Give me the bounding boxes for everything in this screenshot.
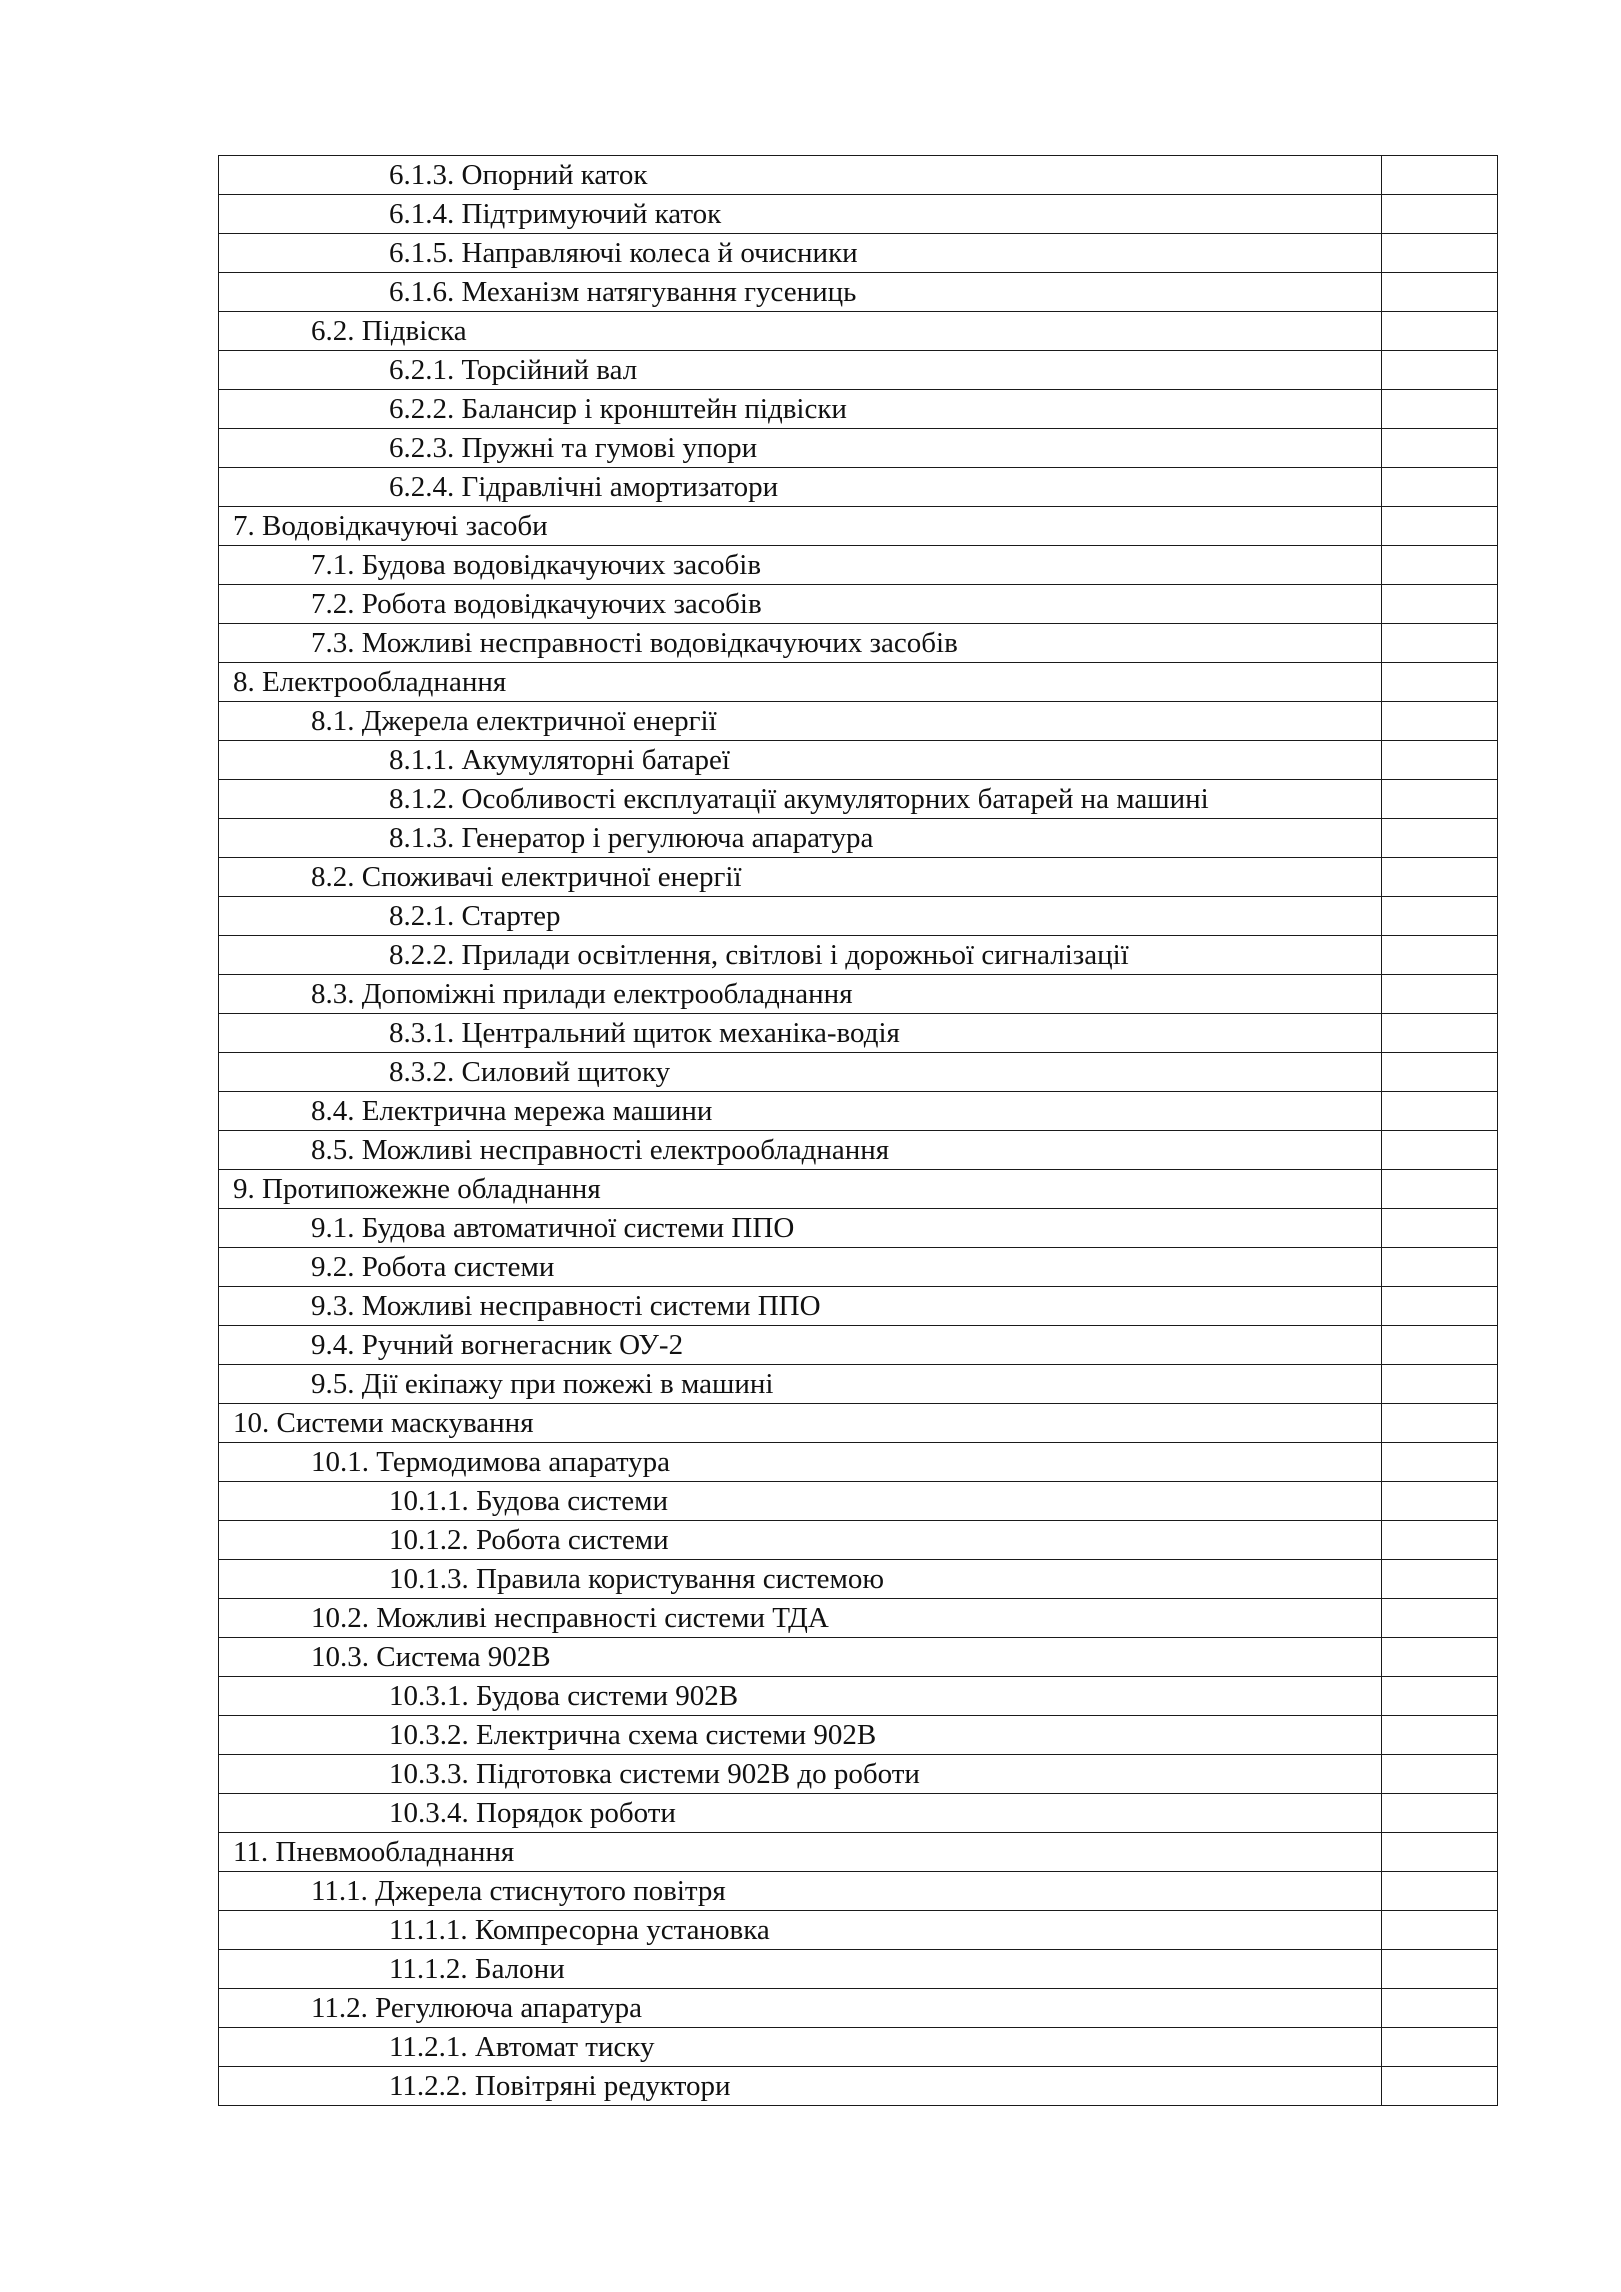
toc-entry-title: 9.5. Дії екіпажу при пожежі в машині xyxy=(219,1365,1382,1404)
toc-row xyxy=(219,429,1498,468)
toc-row xyxy=(219,507,1498,546)
toc-row xyxy=(219,1599,1498,1638)
toc-entry-title: 7.2. Робота водовідкачуючих засобів xyxy=(219,585,1382,624)
toc-row xyxy=(219,1053,1498,1092)
toc-row xyxy=(219,1755,1498,1794)
toc-entry-title: 11. Пневмообладнання xyxy=(219,1833,1382,1872)
toc-entry-page-number xyxy=(1382,780,1498,819)
toc-entry-page-number xyxy=(1382,390,1498,429)
toc-entry-page-number xyxy=(1382,468,1498,507)
toc-entry-title: 6.1.4. Підтримуючий каток xyxy=(219,195,1382,234)
toc-row xyxy=(219,780,1498,819)
toc-row xyxy=(219,273,1498,312)
toc-entry-page-number xyxy=(1382,156,1498,195)
toc-entry-title: 8.2.2. Прилади освітлення, світлові і дорожньої сигналізації xyxy=(219,936,1382,975)
toc-row xyxy=(219,2067,1498,2106)
toc-entry-page-number xyxy=(1382,1794,1498,1833)
toc-row xyxy=(219,858,1498,897)
toc-row xyxy=(219,156,1498,195)
table-of-contents xyxy=(218,155,1498,2106)
toc-row xyxy=(219,702,1498,741)
toc-row xyxy=(219,1209,1498,1248)
toc-entry-page-number xyxy=(1382,1677,1498,1716)
toc-entry-page-number xyxy=(1382,624,1498,663)
toc-entry-title: 11.1.2. Балони xyxy=(219,1950,1382,1989)
toc-entry-title: 10. Системи маскування xyxy=(219,1404,1382,1443)
toc-entry-title: 8.1.1. Акумуляторні батареї xyxy=(219,741,1382,780)
toc-row xyxy=(219,1443,1498,1482)
toc-entry-page-number xyxy=(1382,1248,1498,1287)
toc-entry-page-number xyxy=(1382,351,1498,390)
toc-entry-page-number xyxy=(1382,858,1498,897)
toc-entry-page-number xyxy=(1382,2067,1498,2106)
toc-row xyxy=(219,234,1498,273)
toc-entry-page-number xyxy=(1382,234,1498,273)
toc-entry-title: 10.1.2. Робота системи xyxy=(219,1521,1382,1560)
toc-row xyxy=(219,1638,1498,1677)
toc-entry-page-number xyxy=(1382,1365,1498,1404)
toc-row xyxy=(219,1872,1498,1911)
toc-entry-page-number xyxy=(1382,663,1498,702)
toc-entry-page-number xyxy=(1382,1950,1498,1989)
toc-entry-page-number xyxy=(1382,1209,1498,1248)
toc-entry-page-number xyxy=(1382,1131,1498,1170)
toc-entry-title: 8.3.2. Силовий щитоку xyxy=(219,1053,1382,1092)
toc-row xyxy=(219,663,1498,702)
toc-entry-title: 8.5. Можливі несправності електрообладнання xyxy=(219,1131,1382,1170)
toc-entry-title: 6.1.3. Опорний каток xyxy=(219,156,1382,195)
toc-entry-title: 8.1.3. Генератор і регулююча апаратура xyxy=(219,819,1382,858)
toc-entry-title: 11.2. Регулююча апаратура xyxy=(219,1989,1382,2028)
toc-body xyxy=(219,156,1498,2106)
toc-entry-page-number xyxy=(1382,1326,1498,1365)
toc-entry-page-number xyxy=(1382,1599,1498,1638)
toc-entry-page-number xyxy=(1382,546,1498,585)
toc-entry-title: 7.3. Можливі несправності водовідкачуючих засобів xyxy=(219,624,1382,663)
toc-entry-title: 8.3.1. Центральний щиток механіка-водія xyxy=(219,1014,1382,1053)
toc-entry-page-number xyxy=(1382,1482,1498,1521)
toc-row xyxy=(219,819,1498,858)
toc-row xyxy=(219,351,1498,390)
toc-entry-page-number xyxy=(1382,1989,1498,2028)
toc-row xyxy=(219,1989,1498,2028)
toc-entry-title: 6.2. Підвіска xyxy=(219,312,1382,351)
toc-row xyxy=(219,897,1498,936)
toc-row xyxy=(219,468,1498,507)
toc-entry-page-number xyxy=(1382,1872,1498,1911)
toc-row xyxy=(219,1716,1498,1755)
toc-row xyxy=(219,1170,1498,1209)
toc-entry-page-number xyxy=(1382,1287,1498,1326)
toc-row xyxy=(219,741,1498,780)
toc-row xyxy=(219,1131,1498,1170)
toc-entry-title: 10.3. Система 902В xyxy=(219,1638,1382,1677)
toc-row xyxy=(219,195,1498,234)
toc-row xyxy=(219,585,1498,624)
toc-entry-title: 8.3. Допоміжні прилади електрообладнання xyxy=(219,975,1382,1014)
toc-entry-title: 10.3.1. Будова системи 902В xyxy=(219,1677,1382,1716)
toc-row xyxy=(219,312,1498,351)
toc-entry-page-number xyxy=(1382,1092,1498,1131)
toc-entry-page-number xyxy=(1382,2028,1498,2067)
toc-entry-title: 10.1. Термодимова апаратура xyxy=(219,1443,1382,1482)
toc-entry-title: 9.3. Можливі несправності системи ППО xyxy=(219,1287,1382,1326)
toc-row xyxy=(219,546,1498,585)
toc-entry-title: 10.2. Можливі несправності системи ТДА xyxy=(219,1599,1382,1638)
toc-entry-title: 6.2.4. Гідравлічні амортизатори xyxy=(219,468,1382,507)
toc-row xyxy=(219,1365,1498,1404)
toc-entry-page-number xyxy=(1382,741,1498,780)
toc-row xyxy=(219,975,1498,1014)
toc-entry-title: 8.1.2. Особливості експлуатації акумуляторних батарей на машині xyxy=(219,780,1382,819)
toc-entry-page-number xyxy=(1382,585,1498,624)
toc-row xyxy=(219,1287,1498,1326)
toc-row xyxy=(219,1560,1498,1599)
toc-entry-page-number xyxy=(1382,819,1498,858)
toc-entry-title: 6.2.2. Балансир і кронштейн підвіски xyxy=(219,390,1382,429)
toc-entry-page-number xyxy=(1382,273,1498,312)
toc-entry-title: 8. Електрообладнання xyxy=(219,663,1382,702)
toc-entry-title: 8.2. Споживачі електричної енергії xyxy=(219,858,1382,897)
toc-row xyxy=(219,1404,1498,1443)
toc-row xyxy=(219,390,1498,429)
toc-entry-page-number xyxy=(1382,1833,1498,1872)
toc-entry-title: 6.2.3. Пружні та гумові упори xyxy=(219,429,1382,468)
toc-entry-page-number xyxy=(1382,1638,1498,1677)
toc-entry-page-number xyxy=(1382,1170,1498,1209)
toc-entry-page-number xyxy=(1382,1560,1498,1599)
toc-entry-title: 6.1.5. Направляючі колеса й очисники xyxy=(219,234,1382,273)
toc-entry-title: 6.2.1. Торсійний вал xyxy=(219,351,1382,390)
toc-entry-title: 9.1. Будова автоматичної системи ППО xyxy=(219,1209,1382,1248)
toc-entry-page-number xyxy=(1382,975,1498,1014)
toc-row xyxy=(219,1482,1498,1521)
toc-entry-title: 11.2.2. Повітряні редуктори xyxy=(219,2067,1382,2106)
toc-entry-title: 10.3.2. Електрична схема системи 902В xyxy=(219,1716,1382,1755)
toc-row xyxy=(219,1833,1498,1872)
toc-entry-title: 7.1. Будова водовідкачуючих засобів xyxy=(219,546,1382,585)
toc-row xyxy=(219,624,1498,663)
toc-row xyxy=(219,1014,1498,1053)
toc-entry-page-number xyxy=(1382,195,1498,234)
toc-entry-page-number xyxy=(1382,507,1498,546)
toc-row xyxy=(219,1794,1498,1833)
toc-row xyxy=(219,2028,1498,2067)
toc-entry-page-number xyxy=(1382,429,1498,468)
toc-row xyxy=(219,1521,1498,1560)
toc-row xyxy=(219,1911,1498,1950)
toc-entry-title: 6.1.6. Механізм натягування гусениць xyxy=(219,273,1382,312)
toc-entry-page-number xyxy=(1382,1404,1498,1443)
toc-entry-page-number xyxy=(1382,1911,1498,1950)
toc-entry-title: 8.1. Джерела електричної енергії xyxy=(219,702,1382,741)
toc-entry-title: 7. Водовідкачуючі засоби xyxy=(219,507,1382,546)
toc-entry-title: 8.4. Електрична мережа машини xyxy=(219,1092,1382,1131)
toc-entry-title: 10.1.1. Будова системи xyxy=(219,1482,1382,1521)
toc-entry-page-number xyxy=(1382,936,1498,975)
toc-entry-page-number xyxy=(1382,702,1498,741)
toc-entry-page-number xyxy=(1382,1014,1498,1053)
toc-entry-title: 11.1. Джерела стиснутого повітря xyxy=(219,1872,1382,1911)
toc-entry-title: 8.2.1. Стартер xyxy=(219,897,1382,936)
toc-row xyxy=(219,1677,1498,1716)
toc-entry-title: 9.2. Робота системи xyxy=(219,1248,1382,1287)
toc-entry-page-number xyxy=(1382,312,1498,351)
toc-entry-title: 9. Протипожежне обладнання xyxy=(219,1170,1382,1209)
toc-entry-page-number xyxy=(1382,1521,1498,1560)
toc-entry-title: 10.3.4. Порядок роботи xyxy=(219,1794,1382,1833)
toc-row xyxy=(219,1248,1498,1287)
toc-row xyxy=(219,1326,1498,1365)
toc-row xyxy=(219,1092,1498,1131)
toc-entry-title: 11.1.1. Компресорна установка xyxy=(219,1911,1382,1950)
toc-entry-page-number xyxy=(1382,897,1498,936)
toc-entry-page-number xyxy=(1382,1053,1498,1092)
toc-row xyxy=(219,1950,1498,1989)
toc-entry-title: 10.3.3. Підготовка системи 902В до роботи xyxy=(219,1755,1382,1794)
toc-row xyxy=(219,936,1498,975)
toc-entry-title: 11.2.1. Автомат тиску xyxy=(219,2028,1382,2067)
toc-entry-page-number xyxy=(1382,1716,1498,1755)
toc-entry-title: 10.1.3. Правила користування системою xyxy=(219,1560,1382,1599)
toc-entry-page-number xyxy=(1382,1755,1498,1794)
toc-entry-title: 9.4. Ручний вогнегасник ОУ-2 xyxy=(219,1326,1382,1365)
toc-entry-page-number xyxy=(1382,1443,1498,1482)
